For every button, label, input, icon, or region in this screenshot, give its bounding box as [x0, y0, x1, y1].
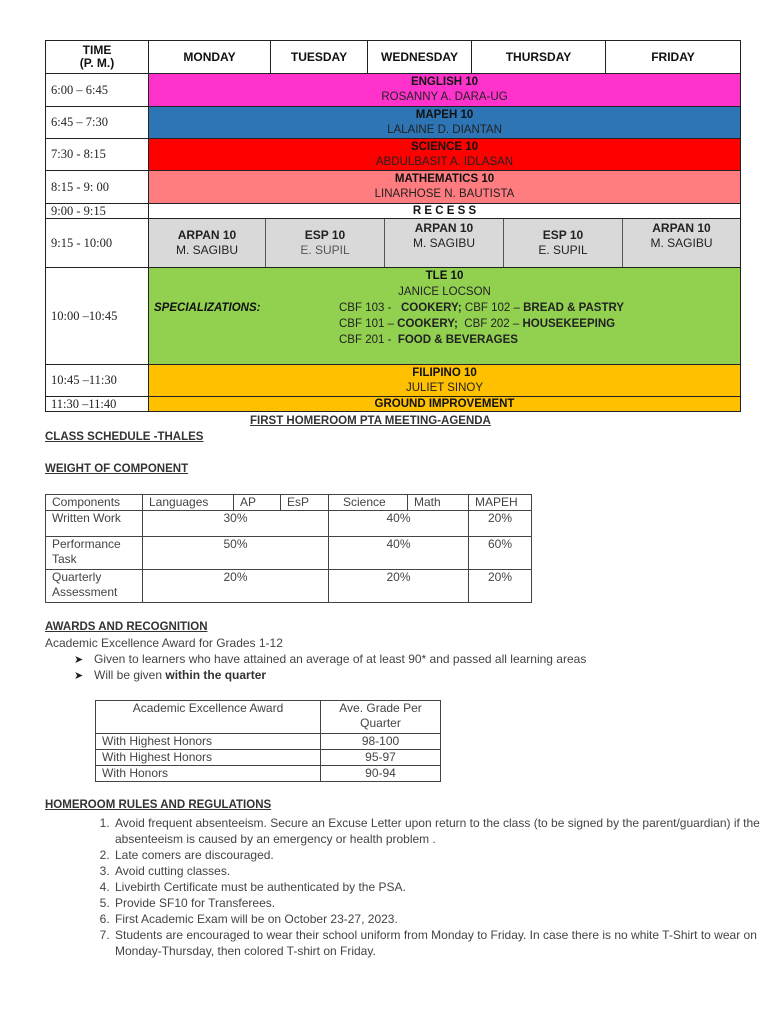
thursday-cell	[504, 219, 623, 267]
header-monday: MONDAY	[149, 41, 271, 74]
tuesday-cell	[266, 219, 385, 267]
component-label: Written Work	[46, 511, 143, 537]
component-label: Performance Task	[46, 537, 143, 570]
science-math-value: 20%	[329, 570, 469, 603]
schedule-row-math	[46, 171, 741, 204]
languages-ap-esp-value: 20%	[143, 570, 329, 603]
awards-table	[95, 700, 441, 782]
time-cell: 9:15 - 10:00	[46, 219, 149, 268]
track-text: FOOD & BEVERAGES	[397, 334, 518, 346]
header-cell: AP	[234, 495, 281, 511]
header-cell: EsP	[281, 495, 329, 511]
subject-name: R E C E S S	[412, 204, 477, 217]
tle-content	[149, 268, 740, 362]
code-text: CBF 102 –	[461, 302, 524, 314]
rules-heading: HOMEROOM RULES AND REGULATIONS	[45, 799, 272, 811]
schedule-row-mapeh	[46, 107, 741, 139]
list-item: 5. Provide SF10 for Transferees.	[113, 895, 768, 911]
table-row	[96, 734, 441, 750]
list-item: 7. Students are encouraged to wear their school uniform from Monday to Friday. In case there is no white T-Shirt to wear on Monday-Thursday, then colored T-shirt on Friday.	[113, 927, 768, 959]
code-text: CBF 201 -	[339, 334, 398, 346]
bullet-text: Given to learners who have attained an average of at least 90* and passed all learning areas	[94, 652, 587, 666]
mapeh-value: 60%	[469, 537, 532, 570]
subject-cell-math	[149, 171, 741, 204]
weight-table	[45, 494, 532, 603]
arrow-bullet-icon: ➤	[74, 654, 84, 666]
header-friday: FRIDAY	[606, 41, 741, 74]
monday-cell	[149, 219, 266, 267]
friday-cell	[623, 219, 740, 267]
awards-bullet	[74, 652, 586, 666]
grade-range: 90-94	[321, 766, 441, 782]
specializations-label: SPECIALIZATIONS:	[154, 302, 261, 314]
track-text: HOUSEKEEPING	[522, 318, 616, 330]
arpan-esp-split	[149, 219, 740, 267]
subject-name: MAPEH 10	[415, 108, 474, 121]
class-schedule-heading: CLASS SCHEDULE -THALES	[45, 431, 204, 443]
wednesday-cell	[385, 219, 504, 267]
subject-name: MATHEMATICS 10	[394, 173, 495, 185]
header-time	[46, 41, 149, 74]
teacher-name: JANICE LOCSON	[398, 286, 491, 298]
subject-cell-tle	[149, 268, 741, 365]
teacher-name: ROSANNY A. DARA-UG	[381, 91, 508, 103]
bullet-text: Will be given	[94, 668, 166, 682]
science-math-value: 40%	[329, 511, 469, 537]
grade-range: 98-100	[321, 734, 441, 750]
teacher-name: JULIET SINOY	[405, 381, 484, 394]
schedule-row-science	[46, 139, 741, 171]
bullet-text-bold: within the quarter	[165, 668, 267, 682]
code-text: CBF 101 –	[339, 318, 398, 330]
teacher-name: M. SAGIBU	[412, 236, 475, 250]
header-cell: Ave. Grade Per Quarter	[321, 701, 441, 734]
track-text: COOKERY;	[397, 318, 458, 330]
award-name: With Highest Honors	[96, 750, 321, 766]
schedule-header-row	[46, 41, 741, 74]
schedule-row-arpan-esp	[46, 219, 741, 268]
table-row	[46, 511, 532, 537]
header-cell: Science	[329, 495, 408, 511]
subject-cell-mapeh	[149, 107, 741, 139]
awards-subtitle: Academic Excellence Award for Grades 1-12	[45, 636, 283, 650]
subject-name: SCIENCE 10	[410, 140, 479, 153]
languages-ap-esp-value: 30%	[143, 511, 329, 537]
award-name: With Highest Honors	[96, 734, 321, 750]
teacher-name: M. SAGIBU	[175, 243, 238, 257]
header-thursday: THURSDAY	[472, 41, 606, 74]
header-cell: Components	[46, 495, 143, 511]
teacher-name: E. SUPIL	[300, 243, 350, 257]
header-cell: Languages	[143, 495, 234, 511]
header-wednesday: WEDNESDAY	[368, 41, 472, 74]
award-name: With Honors	[96, 766, 321, 782]
arpan-esp-block	[149, 219, 741, 268]
teacher-name: E. SUPIL	[538, 243, 588, 257]
list-item: 2. Late comers are discouraged.	[113, 847, 768, 863]
teacher-name: LALAINE D. DIANTAN	[387, 123, 502, 136]
languages-ap-esp-value: 50%	[143, 537, 329, 570]
subject-name: FILIPINO 10	[412, 366, 477, 379]
subject-name: ENGLISH 10	[410, 76, 479, 88]
subject-name: ESP 10	[304, 228, 346, 242]
class-schedule-table	[45, 40, 741, 412]
specialization-line	[339, 332, 518, 348]
teacher-name: ABDULBASIT A. IDLASAN	[375, 155, 514, 168]
schedule-row-filipino	[46, 365, 741, 397]
time-cell: 6:45 – 7:30	[46, 107, 149, 139]
subject-cell-filipino	[149, 365, 741, 397]
rules-list	[68, 815, 768, 959]
teacher-name: M. SAGIBU	[650, 236, 713, 250]
time-cell: 11:30 –11:40	[46, 397, 149, 412]
teacher-name: LINARHOSE N. BAUTISTA	[374, 188, 515, 200]
arrow-bullet-icon: ➤	[74, 670, 84, 682]
header-tuesday: TUESDAY	[271, 41, 368, 74]
subject-name: GROUND IMPROVEMENT	[374, 397, 515, 410]
table-row	[96, 766, 441, 782]
mapeh-value: 20%	[469, 511, 532, 537]
subject-cell-english	[149, 74, 741, 107]
specialization-line	[339, 316, 615, 332]
code-text: CBF 103 -	[339, 302, 401, 314]
subject-name: ARPAN 10	[652, 221, 711, 235]
track-text: COOKERY;	[401, 302, 462, 314]
time-cell: 6:00 – 6:45	[46, 74, 149, 107]
header-cell: Math	[408, 495, 469, 511]
subject-name: ESP 10	[542, 228, 584, 242]
subject-cell-science	[149, 139, 741, 171]
header-cell: Academic Excellence Award	[96, 701, 321, 734]
component-label: Quarterly Assessment	[46, 570, 143, 603]
time-cell: 8:15 - 9: 00	[46, 171, 149, 204]
table-row	[46, 570, 532, 603]
specialization-line	[339, 300, 624, 316]
subject-name: ARPAN 10	[414, 221, 474, 235]
awards-heading: AWARDS AND RECOGNITION	[45, 621, 208, 633]
grade-range: 95-97	[321, 750, 441, 766]
time-cell: 10:45 –11:30	[46, 365, 149, 397]
meeting-title: FIRST HOMEROOM PTA MEETING-AGENDA	[250, 415, 491, 427]
time-cell: 7:30 - 8:15	[46, 139, 149, 171]
schedule-row-recess	[46, 204, 741, 219]
list-item: 4. Livebirth Certificate must be authenticated by the PSA.	[113, 879, 768, 895]
schedule-row-ground	[46, 397, 741, 412]
time-cell: 9:00 - 9:15	[46, 204, 149, 219]
subject-name: ARPAN 10	[177, 228, 237, 242]
list-item: 3. Avoid cutting classes.	[113, 863, 768, 879]
list-item: 1. Avoid frequent absenteeism. Secure an Excuse Letter upon return to the class (to be signed by the parent/guardian) if the absenteeism is caused by an emergency or health problem .	[113, 815, 768, 847]
awards-header-row	[96, 701, 441, 734]
schedule-row-english	[46, 74, 741, 107]
subject-name: TLE 10	[425, 270, 464, 282]
weight-heading: WEIGHT OF COMPONENT	[45, 463, 189, 475]
table-row	[46, 537, 532, 570]
list-item: 6. First Academic Exam will be on October 23-27, 2023.	[113, 911, 768, 927]
awards-bullet	[74, 668, 266, 682]
header-time-text: TIME (P. M.)	[79, 43, 115, 70]
subject-cell-ground	[149, 397, 741, 412]
track-text: BREAD & PASTRY	[523, 302, 625, 314]
time-cell: 10:00 –10:45	[46, 268, 149, 365]
weight-header-row	[46, 495, 532, 511]
subject-cell-recess	[149, 204, 741, 219]
header-cell: MAPEH	[469, 495, 532, 511]
table-row	[96, 750, 441, 766]
mapeh-value: 20%	[469, 570, 532, 603]
code-text: CBF 202 –	[457, 318, 523, 330]
science-math-value: 40%	[329, 537, 469, 570]
schedule-row-tle	[46, 268, 741, 365]
